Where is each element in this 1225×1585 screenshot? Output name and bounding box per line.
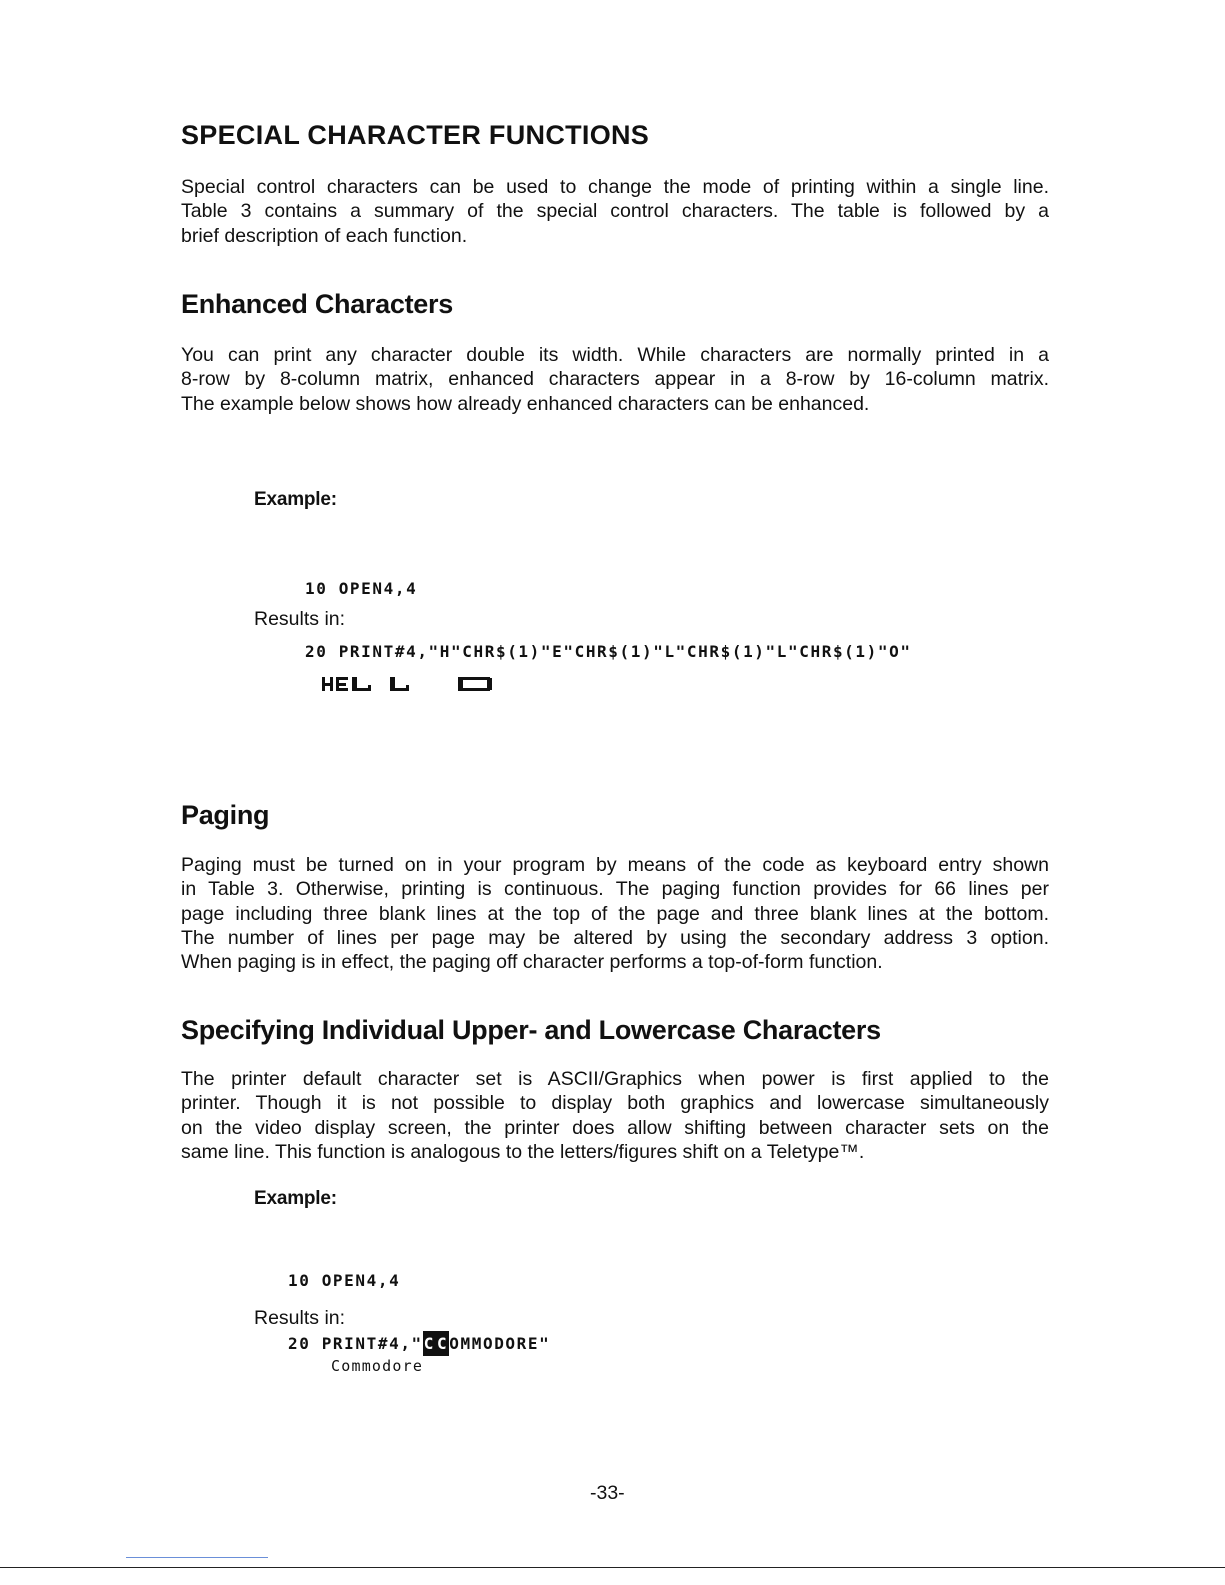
- upper-lower-line: printer. Though it is not possible to display both graphics and lowercase simultaneously: [181, 1092, 1049, 1115]
- paging-heading: Paging: [181, 800, 270, 830]
- footer-link-underline: [126, 1557, 268, 1558]
- enhanced-results-label: Results in:: [254, 608, 346, 630]
- footer-rule: [0, 1567, 1225, 1568]
- intro-line: Special control characters can be used to change the mode of printing within a single line.: [181, 176, 1049, 198]
- upper-lower-paragraph: [181, 1067, 1049, 1164]
- page-title: SPECIAL CHARACTER FUNCTIONS: [181, 120, 650, 150]
- upper-lower-example-label: Example:: [254, 1188, 337, 1209]
- enhanced-result-printout: [322, 676, 502, 696]
- code-suffix: OMMODORE": [449, 1334, 551, 1353]
- page-number: -33-: [590, 1482, 625, 1504]
- enhanced-line: You can print any character double its width. While characters are normally printed in a: [181, 344, 1049, 366]
- code-line: 20 PRINT#4,"H"CHR$(1)"E"CHR$(1)"L"CHR$(1)"L"CHR$(1)"O": [305, 642, 912, 661]
- intro-line: brief description of each function.: [181, 224, 468, 247]
- intro-line: Table 3 contains a summary of the special control characters. The table is followed by a: [181, 200, 1049, 223]
- code-line: 10 OPEN4,4: [305, 579, 418, 598]
- intro-paragraph: [181, 175, 1049, 248]
- paging-line: in Table 3. Otherwise, printing is continuous. The paging function provides for 66 lines per: [181, 878, 1049, 901]
- inverse-control-char: C: [436, 1331, 449, 1356]
- enhanced-example-label: Example:: [254, 489, 337, 510]
- paging-line: The number of lines per page may be altered by using the secondary address 3 option.: [181, 926, 1049, 949]
- code-line: 10 OPEN4,4: [288, 1271, 401, 1290]
- enhanced-line: 8-row by 8-column matrix, enhanced characters appear in a 8-row by 16-column matrix.: [181, 368, 1049, 391]
- paging-line: Paging must be turned on in your program by means of the code as keyboard entry shown: [181, 854, 1049, 876]
- upper-lower-line: same line. This function is analogous to the letters/figures shift on a Teletype™.: [181, 1140, 865, 1163]
- upper-lower-line: The printer default character set is ASCII/Graphics when power is first applied to the: [181, 1068, 1049, 1090]
- upper-lower-result-printout: Commodore: [331, 1357, 424, 1375]
- inverse-control-char: C: [423, 1331, 436, 1356]
- enhanced-paragraph: [181, 343, 1049, 416]
- code-prefix: 20 PRINT#4,": [288, 1334, 423, 1353]
- code-line: [288, 1331, 550, 1356]
- upper-lower-heading: Specifying Individual Upper- and Lowercase Characters: [181, 1015, 881, 1045]
- upper-lower-line: on the video display screen, the printer does allow shifting between character sets on the: [181, 1116, 1049, 1139]
- paging-line: When paging is in effect, the paging off character performs a top-of-form function.: [181, 951, 883, 974]
- paging-line: page including three blank lines at the top of the page and three blank lines at the bottom.: [181, 902, 1049, 925]
- enhanced-heading: Enhanced Characters: [181, 289, 453, 319]
- paging-paragraph: [181, 853, 1049, 974]
- enhanced-line: The example below shows how already enhanced characters can be enhanced.: [181, 392, 870, 415]
- upper-lower-results-label: Results in:: [254, 1307, 346, 1329]
